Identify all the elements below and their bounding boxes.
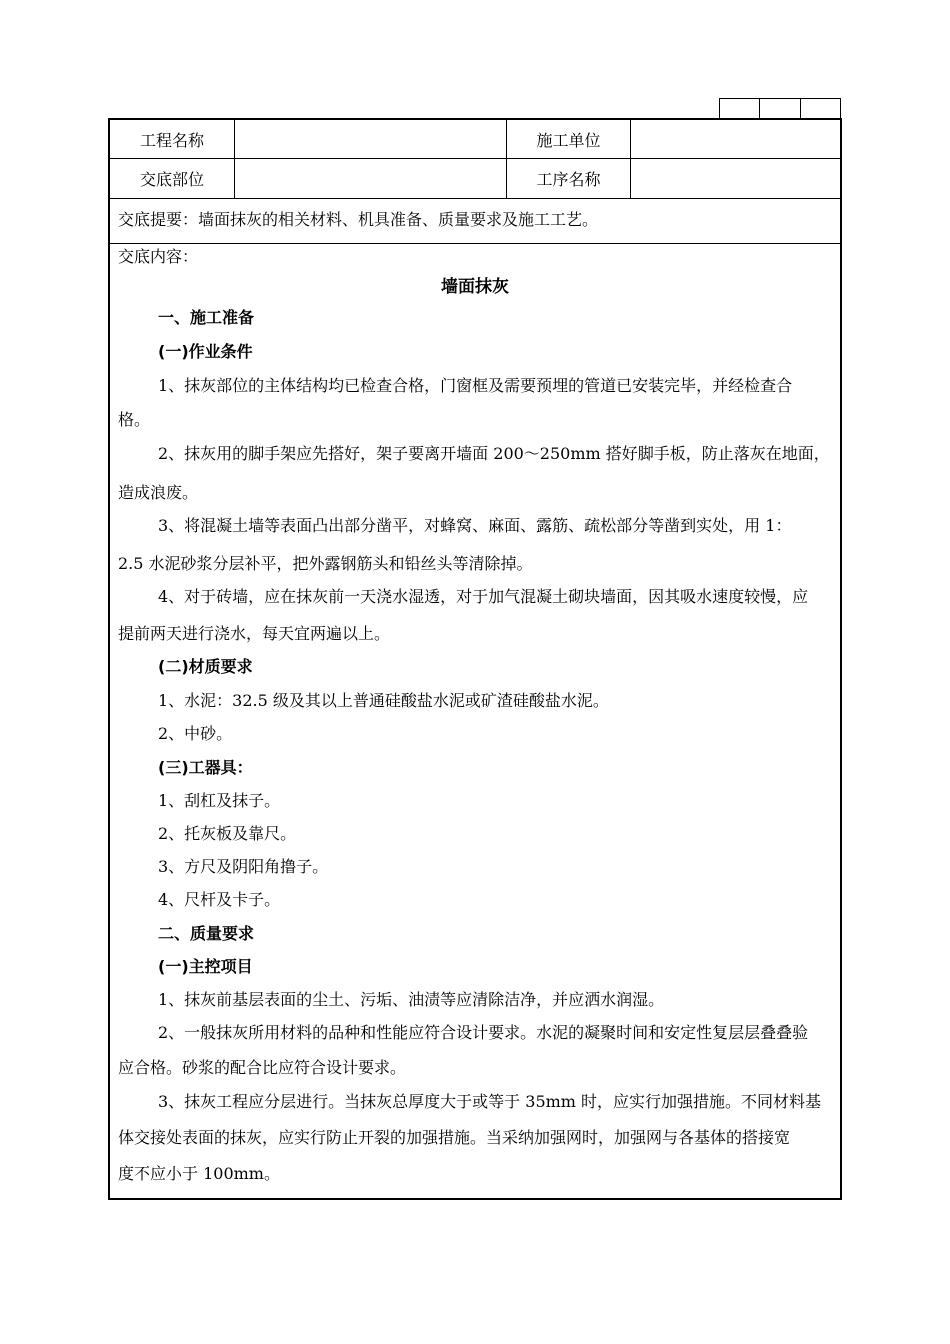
paragraph-line: 应合格。砂浆的配合比应符合设计要求。 [118, 1058, 407, 1077]
summary-row [110, 199, 840, 244]
paragraph-line: 2、抹灰用的脚手架应先搭好，架子要离开墙面 200～250mm 搭好脚手板，防止落灰在地面， [158, 444, 830, 463]
paragraph-line: 度不应小于 100mm。 [118, 1164, 280, 1183]
corner-box [801, 99, 840, 118]
content-title: 墙面抹灰 [441, 277, 509, 297]
process-name-field[interactable] [631, 159, 840, 198]
sub-heading: (一)作业条件 [158, 342, 253, 361]
paragraph-line: 3、将混凝土墙等表面凸出部分凿平，对蜂窝、麻面、露筋、疏松部分等凿到实处，用 1： [158, 516, 792, 535]
paragraph-line: 3、方尺及阴阳角撸子。 [158, 857, 329, 876]
disclosure-form [108, 118, 842, 1200]
construction-unit-label: 施工单位 [536, 130, 601, 150]
disclosure-part-field[interactable] [235, 159, 506, 198]
paragraph-line: 4、对于砖墙，应在抹灰前一天浇水湿透，对于加气混凝土砌块墙面，因其吸水速度较慢，应 [158, 587, 809, 606]
paragraph-line: 1、水泥：32.5 级及其以上普通硅酸盐水泥或矿渣硅酸盐水泥。 [158, 691, 609, 710]
disclosure-part-label: 交底部位 [139, 170, 204, 189]
paragraph-line: 造成浪废。 [118, 483, 199, 502]
paragraph-line: 1、抹灰前基层表面的尘土、污垢、油渍等应清除洁净，并应洒水润湿。 [158, 990, 665, 1009]
content-section [110, 244, 840, 1198]
paragraph-line: 提前两天进行浇水，每天宜两遍以上。 [118, 624, 391, 643]
header-row-1 [110, 120, 840, 159]
paragraph-line: 格。 [118, 410, 151, 429]
corner-box [760, 99, 800, 118]
sub-heading: (一)主控项目 [158, 957, 253, 976]
section-heading: 二、质量要求 [158, 924, 255, 943]
paragraph-line: 2、中砂。 [158, 724, 233, 743]
construction-unit-field[interactable] [631, 120, 840, 158]
summary-text: 交底提要：墙面抹灰的相关材料、机具准备、质量要求及施工工艺。 [118, 210, 599, 229]
paragraph-line: 2、托灰板及靠尺。 [158, 824, 297, 843]
paragraph-line: 体交接处表面的抹灰，应实行防止开裂的加强措施。当采纳加强网时，加强网与各基体的搭接宽 [118, 1128, 791, 1147]
process-name-label: 工序名称 [536, 170, 601, 189]
paragraph-line: 3、抹灰工程应分层进行。当抹灰总厚度大于或等于 35mm 时，应实行加强措施。不同材料基 [158, 1092, 822, 1111]
section-heading: 一、施工准备 [158, 308, 255, 327]
corner-box [720, 99, 760, 118]
content-label: 交底内容： [118, 247, 199, 266]
header-row-2 [110, 159, 840, 199]
paragraph-line: 2.5 水泥砂浆分层补平，把外露钢筋头和铅丝头等清除掉。 [118, 554, 533, 573]
paragraph-line: 1、刮杠及抹子。 [158, 791, 281, 810]
project-name-label: 工程名称 [139, 130, 204, 150]
paragraph-line: 2、一般抹灰所用材料的品种和性能应符合设计要求。水泥的凝聚时间和安定性复层层叠叠验 [158, 1023, 809, 1042]
paragraph-line: 1、抹灰部位的主体结构均已检查合格，门窗框及需要预埋的管道已安装完毕，并经检查合 [158, 376, 793, 395]
sub-heading: (二)材质要求 [158, 657, 253, 676]
corner-boxes [719, 98, 841, 118]
paragraph-line: 4、尺杆及卡子。 [158, 890, 281, 909]
sub-heading: (三)工器具： [158, 758, 253, 777]
project-name-field[interactable] [235, 120, 506, 158]
